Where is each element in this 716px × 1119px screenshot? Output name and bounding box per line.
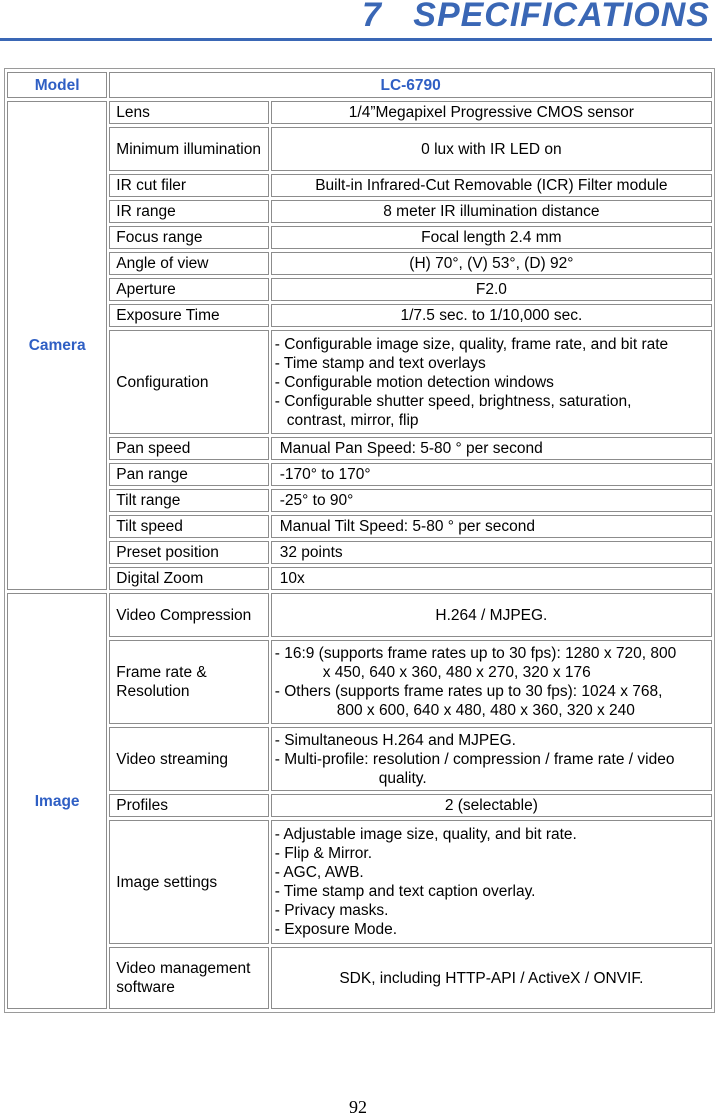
spec-value: -170° to 170° bbox=[271, 463, 712, 486]
spec-value: 8 meter IR illumination distance bbox=[271, 200, 712, 223]
table-row bbox=[7, 593, 712, 637]
list-line: - Flip & Mirror. bbox=[274, 845, 373, 862]
spec-value: Manual Pan Speed: 5-80 ° per second bbox=[271, 437, 712, 460]
spec-label: Configuration bbox=[109, 330, 268, 434]
group-image-label: Image bbox=[7, 593, 107, 1009]
table-row bbox=[7, 947, 712, 1009]
table-row bbox=[7, 304, 712, 327]
table-row bbox=[7, 794, 712, 817]
spec-label: Exposure Time bbox=[109, 304, 268, 327]
table-row bbox=[7, 127, 712, 171]
spec-value: 1/4”Megapixel Progressive CMOS sensor bbox=[271, 101, 712, 124]
table-row bbox=[7, 278, 712, 301]
list-line: 800 x 600, 640 x 480, 480 x 360, 320 x 240 bbox=[336, 702, 635, 719]
spec-value: Built-in Infrared-Cut Removable (ICR) Filter module bbox=[271, 174, 712, 197]
spec-value-list bbox=[271, 640, 712, 724]
spec-value: 0 lux with IR LED on bbox=[271, 127, 712, 171]
list-line: - Configurable image size, quality, frame rate, and bit rate bbox=[274, 335, 669, 353]
spec-label: Video streaming bbox=[109, 727, 268, 791]
spec-value: 1/7.5 sec. to 1/10,000 sec. bbox=[271, 304, 712, 327]
page-number: 92 bbox=[349, 1097, 367, 1117]
spec-value: -25° to 90° bbox=[271, 489, 712, 512]
list-line: - Configurable shutter speed, brightness, saturation, bbox=[274, 392, 632, 410]
spec-value: (H) 70°, (V) 53°, (D) 92° bbox=[271, 252, 712, 275]
spec-label: Tilt speed bbox=[109, 515, 268, 538]
table-row bbox=[7, 174, 712, 197]
list-line: - Configurable motion detection windows bbox=[274, 373, 554, 391]
spec-value: F2.0 bbox=[271, 278, 712, 301]
spec-label: Pan range bbox=[109, 463, 268, 486]
list-line: - Others (supports frame rates up to 30 fps): 1024 x 768, bbox=[274, 683, 663, 700]
spec-label: Video management software bbox=[109, 947, 268, 1009]
specifications-table bbox=[4, 68, 715, 1013]
spec-value: SDK, including HTTP-API / ActiveX / ONVIF. bbox=[271, 947, 712, 1009]
list-line: - Simultaneous H.264 and MJPEG. bbox=[274, 731, 516, 749]
group-camera-label: Camera bbox=[7, 101, 107, 590]
table-row bbox=[7, 252, 712, 275]
table-row bbox=[7, 820, 712, 944]
spec-label: Pan speed bbox=[109, 437, 268, 460]
spec-label: Minimum illumination bbox=[109, 127, 268, 171]
table-row bbox=[7, 437, 712, 460]
spec-label: Digital Zoom bbox=[109, 567, 268, 590]
spec-label: Aperture bbox=[109, 278, 268, 301]
spec-label: Lens bbox=[109, 101, 268, 124]
model-header-value: LC-6790 bbox=[109, 72, 712, 98]
table-row bbox=[7, 567, 712, 590]
spec-label: IR cut filer bbox=[109, 174, 268, 197]
spec-label: Video Compression bbox=[109, 593, 268, 637]
table-header-row bbox=[7, 72, 712, 98]
spec-value: 10x bbox=[271, 567, 712, 590]
list-line: - Exposure Mode. bbox=[274, 921, 398, 938]
table-row bbox=[7, 515, 712, 538]
table-row bbox=[7, 727, 712, 791]
list-line: - Privacy masks. bbox=[274, 902, 389, 919]
table-row bbox=[7, 200, 712, 223]
table-row bbox=[7, 640, 712, 724]
table-row bbox=[7, 489, 712, 512]
spec-value-list bbox=[271, 820, 712, 944]
spec-label: Frame rate & Resolution bbox=[109, 640, 268, 724]
title-divider bbox=[0, 38, 712, 41]
spec-label: Angle of view bbox=[109, 252, 268, 275]
list-line: - Time stamp and text caption overlay. bbox=[274, 883, 536, 900]
table-row bbox=[7, 541, 712, 564]
spec-value-list bbox=[271, 727, 712, 791]
spec-label: Focus range bbox=[109, 226, 268, 249]
spec-value: Focal length 2.4 mm bbox=[271, 226, 712, 249]
spec-label: Image settings bbox=[109, 820, 268, 944]
spec-value-list bbox=[271, 330, 712, 434]
table-row bbox=[7, 463, 712, 486]
list-line: - Multi-profile: resolution / compression / frame rate / video bbox=[274, 750, 675, 768]
spec-label: Tilt range bbox=[109, 489, 268, 512]
spec-value: 2 (selectable) bbox=[271, 794, 712, 817]
spec-value: H.264 / MJPEG. bbox=[271, 593, 712, 637]
spec-label: IR range bbox=[109, 200, 268, 223]
spec-value: Manual Tilt Speed: 5-80 ° per second bbox=[271, 515, 712, 538]
list-line: contrast, mirror, flip bbox=[286, 411, 419, 429]
list-line: - Time stamp and text overlays bbox=[274, 354, 486, 372]
spec-value: 32 points bbox=[271, 541, 712, 564]
table-row bbox=[7, 330, 712, 434]
list-line: - 16:9 (supports frame rates up to 30 fps): 1280 x 720, 800 bbox=[274, 645, 677, 662]
list-line: quality. bbox=[378, 769, 427, 787]
chapter-title: 7 SPECIFICATIONS bbox=[362, 0, 710, 34]
list-line: x 450, 640 x 360, 480 x 270, 320 x 176 bbox=[322, 664, 591, 681]
model-header-label: Model bbox=[7, 72, 107, 98]
spec-label: Preset position bbox=[109, 541, 268, 564]
table-row bbox=[7, 101, 712, 124]
table-row bbox=[7, 226, 712, 249]
list-line: - AGC, AWB. bbox=[274, 864, 364, 881]
spec-label: Profiles bbox=[109, 794, 268, 817]
list-line: - Adjustable image size, quality, and bit rate. bbox=[274, 826, 577, 843]
